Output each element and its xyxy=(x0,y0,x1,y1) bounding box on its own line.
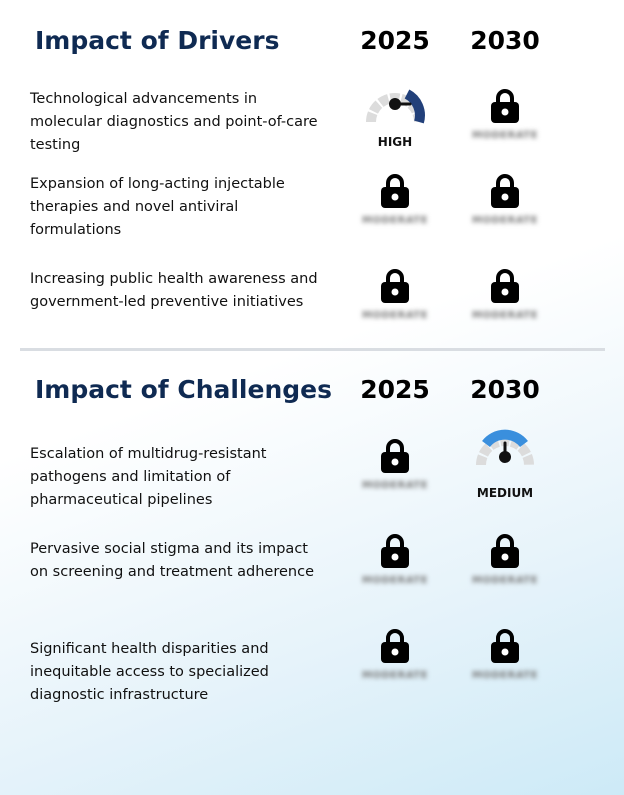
gauge-icon xyxy=(364,84,426,134)
challenges-row-1-2025-cell[interactable] xyxy=(350,438,440,518)
drivers-row-3-2025-cell[interactable] xyxy=(350,268,440,348)
lock-icon xyxy=(490,533,520,569)
challenges-row-1-text: Escalation of multidrug-resistant pathogens and limitation of pharmaceutical pipelines xyxy=(30,446,267,508)
lock-icon xyxy=(490,173,520,209)
challenges-row-2-2030-cell[interactable] xyxy=(460,533,550,613)
lock-icon xyxy=(380,533,410,569)
hidden-rating: MODERATE xyxy=(362,480,428,491)
drivers-row-2-2030-cell[interactable] xyxy=(460,173,550,253)
hidden-rating: MODERATE xyxy=(362,575,428,586)
hidden-rating: MODERATE xyxy=(472,130,538,141)
section-divider xyxy=(20,348,605,351)
drivers-year-2030: 2030 xyxy=(470,26,540,55)
lock-icon xyxy=(380,438,410,474)
challenges-year-2025: 2025 xyxy=(360,375,430,404)
drivers-row-1-text: Technological advancements in molecular diagnostics and point-of-care testing xyxy=(30,91,318,153)
hidden-rating: MODERATE xyxy=(472,670,538,681)
drivers-row-2-2025-cell[interactable] xyxy=(350,173,440,253)
lock-icon xyxy=(380,628,410,664)
hidden-rating: MODERATE xyxy=(472,575,538,586)
challenges-row-2-2025-cell[interactable] xyxy=(350,533,440,613)
hidden-rating: MODERATE xyxy=(362,310,428,321)
drivers-row-1-2025-cell xyxy=(350,88,440,168)
lock-icon xyxy=(380,173,410,209)
gauge-icon xyxy=(474,427,536,477)
lock-icon xyxy=(380,268,410,304)
hidden-rating: MODERATE xyxy=(362,215,428,226)
challenges-row-3-2030-cell[interactable] xyxy=(460,628,550,708)
challenges-row-3-text: Significant health disparities and inequitable access to specialized diagnostic infrastructure xyxy=(30,641,269,703)
hidden-rating: MODERATE xyxy=(472,310,538,321)
lock-icon xyxy=(490,628,520,664)
lock-icon xyxy=(490,268,520,304)
drivers-title: Impact of Drivers xyxy=(35,26,280,55)
challenges-row-2-text: Pervasive social stigma and its impact on screening and treatment adherence xyxy=(30,541,314,580)
challenges-row-3-2025-cell[interactable] xyxy=(350,628,440,708)
challenges-year-2030: 2030 xyxy=(470,375,540,404)
gauge-level-label: MEDIUM xyxy=(476,486,534,500)
hidden-rating: MODERATE xyxy=(472,215,538,226)
hidden-rating: MODERATE xyxy=(362,670,428,681)
lock-icon xyxy=(490,88,520,124)
gauge-level-label: HIGH xyxy=(377,135,413,149)
drivers-row-3-2030-cell[interactable] xyxy=(460,268,550,348)
drivers-row-1-2030-cell[interactable] xyxy=(460,88,550,168)
challenges-row-1-2030-cell xyxy=(460,431,550,511)
challenges-title: Impact of Challenges xyxy=(35,375,332,404)
drivers-row-2-text: Expansion of long-acting injectable therapies and novel antiviral formulations xyxy=(30,176,285,238)
drivers-year-2025: 2025 xyxy=(360,26,430,55)
drivers-row-3-text: Increasing public health awareness and government-led preventive initiatives xyxy=(30,271,318,310)
